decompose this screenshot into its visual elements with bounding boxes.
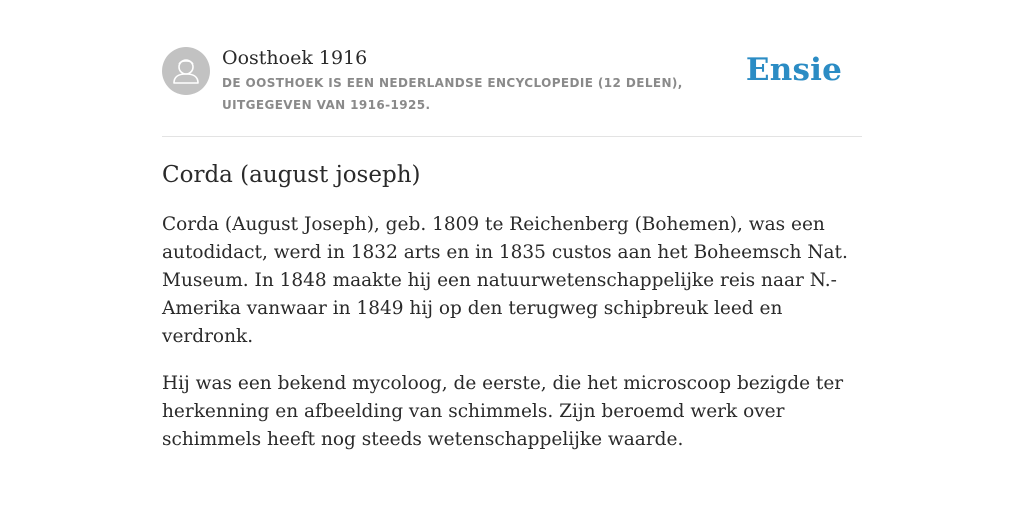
source-header bbox=[162, 44, 862, 137]
source-description: DE OOSTHOEK IS EEN NEDERLANDSE ENCYCLOPEDIE (12 DELEN), UITGEGEVEN VAN 1916-1925. bbox=[222, 76, 683, 112]
article-paragraph: Corda (August Joseph), geb. 1809 te Reichenberg (Bohemen), was een autodidact, werd in 1832 arts en in 1835 custos aan het Boheemsch Nat. Museum. In 1848 maakte hij een natuurwetenschappelijke reis naar N.-Amerika vanwaar in 1849 hij op den terugweg schipbreuk leed en verdronk. bbox=[162, 214, 848, 347]
user-icon bbox=[162, 47, 210, 95]
article-title: Corda (august joseph) bbox=[162, 162, 421, 188]
source-title[interactable]: Oosthoek 1916 bbox=[222, 47, 368, 69]
article-paragraph: Hij was een bekend mycoloog, de eerste, die het microscoop bezigde ter herkenning en afbeelding van schimmels. Zijn beroemd werk over schimmels heeft nog steeds wetenschappelijke waarde. bbox=[162, 373, 844, 450]
article bbox=[162, 158, 862, 454]
ensie-logo[interactable]: Ensie bbox=[745, 52, 842, 88]
avatar[interactable] bbox=[162, 47, 210, 95]
